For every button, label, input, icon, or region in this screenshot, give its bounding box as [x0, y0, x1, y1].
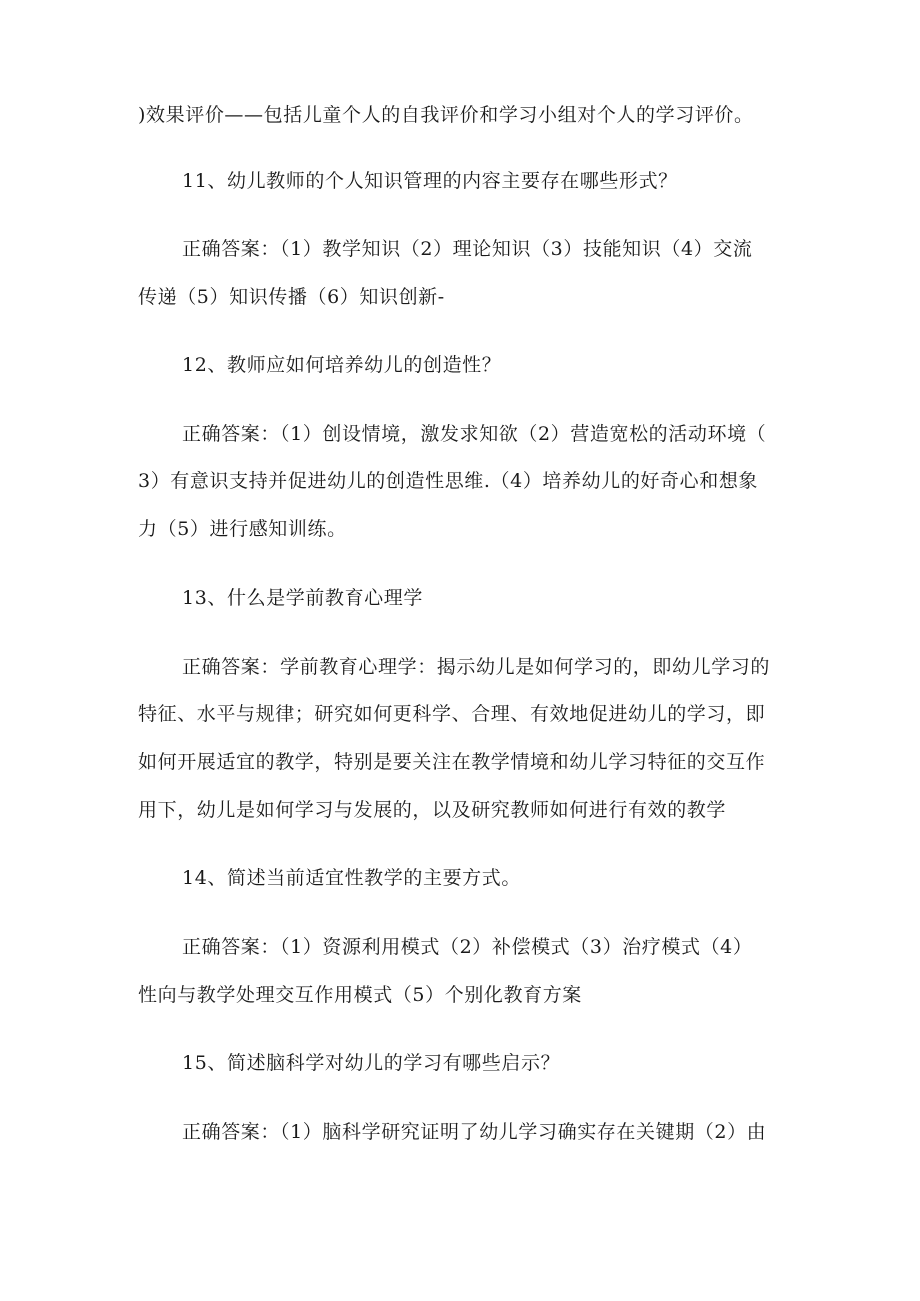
answer-14-line-2: 性向与教学处理交互作用模式（5）个别化教育方案	[138, 984, 582, 1006]
answer-13-line-2: 特征、水平与规律；研究如何更科学、合理、有效地促进幼儿的学习，即	[138, 703, 766, 725]
answer-11-line-1: 正确答案：（1）教学知识（2）理论知识（3）技能知识（4）交流	[182, 238, 753, 260]
text-line-evaluation: )效果评价——包括儿童个人的自我评价和学习小组对个人的学习评价。	[138, 104, 754, 126]
question-15: 15、简述脑科学对幼儿的学习有哪些启示？	[182, 1052, 561, 1074]
answer-11-line-2: 传递（5）知识传播（6）知识创新-	[138, 286, 445, 308]
answer-13-line-1: 正确答案：学前教育心理学：揭示幼儿是如何学习的，即幼儿学习的	[182, 656, 771, 678]
question-11: 11、幼儿教师的个人知识管理的内容主要存在哪些形式？	[182, 170, 678, 192]
answer-12-line-1: 正确答案：（1）创设情境，激发求知欲（2）营造宽松的活动环境（	[182, 423, 767, 445]
answer-12-line-2: 3）有意识支持并促进幼儿的创造性思维.（4）培养幼儿的好奇心和想象	[138, 470, 759, 492]
answer-13-line-4: 用下，幼儿是如何学习与发展的，以及研究教师如何进行有效的教学	[138, 799, 727, 821]
question-12: 12、教师应如何培养幼儿的创造性？	[182, 354, 502, 376]
question-14: 14、简述当前适宜性教学的主要方式。	[182, 867, 521, 889]
answer-12-line-3: 力（5）进行感知训练。	[138, 518, 347, 540]
answer-13-line-3: 如何开展适宜的教学，特别是要关注在教学情境和幼儿学习特征的交互作	[138, 751, 766, 773]
question-13: 13、什么是学前教育心理学	[182, 587, 423, 609]
answer-14-line-1: 正确答案：（1）资源利用模式（2）补偿模式（3）治疗模式（4）	[182, 936, 753, 958]
answer-15-line-1: 正确答案：（1）脑科学研究证明了幼儿学习确实存在关键期（2）由	[182, 1121, 767, 1143]
